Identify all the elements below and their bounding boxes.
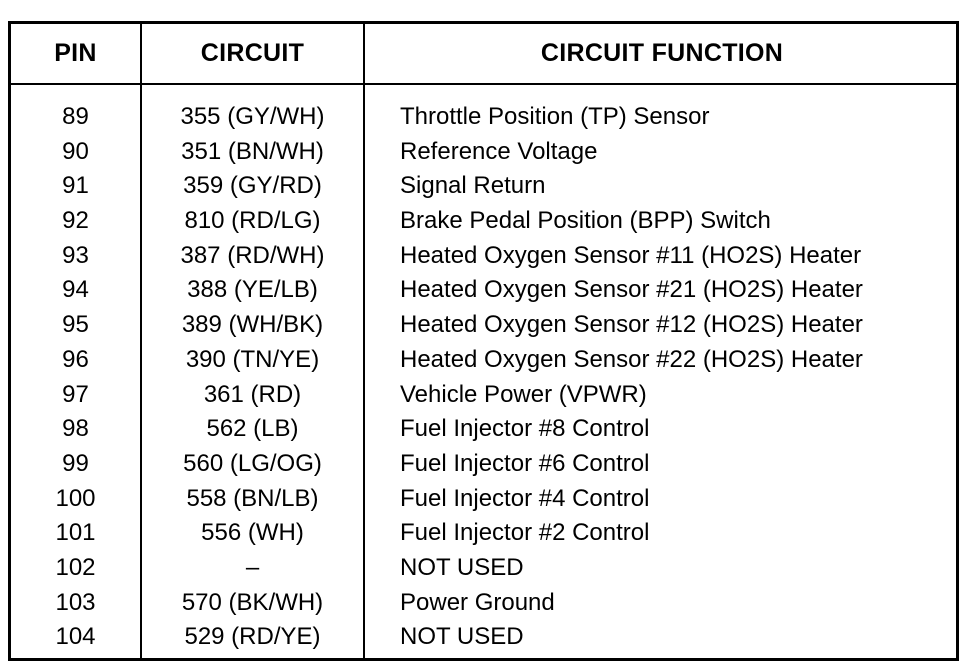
function-cell: Heated Oxygen Sensor #11 (HO2S) Heater <box>400 241 862 269</box>
function-cell: Power Ground <box>400 588 555 616</box>
table-row <box>11 135 956 170</box>
function-cell: NOT USED <box>400 623 524 651</box>
header-divider <box>11 83 956 85</box>
circuit-cell: 570 (BK/WH) <box>181 588 324 616</box>
circuit-cell: 351 (BN/WH) <box>181 137 324 165</box>
table-row <box>11 412 956 447</box>
pin-cell: 96 <box>62 345 89 373</box>
header-pin: PIN <box>54 39 97 67</box>
header-circuit: CIRCUIT <box>200 39 305 67</box>
circuit-cell: 390 (TN/YE) <box>185 345 320 373</box>
function-cell: Brake Pedal Position (BPP) Switch <box>400 207 771 235</box>
pin-cell: 92 <box>62 207 89 235</box>
circuit-cell: 558 (BN/LB) <box>186 484 319 512</box>
function-cell: Reference Voltage <box>400 137 598 165</box>
table-row <box>11 100 956 135</box>
function-cell: Heated Oxygen Sensor #22 (HO2S) Heater <box>400 345 863 373</box>
pin-cell: 91 <box>62 172 89 200</box>
circuit-cell: 562 (LB) <box>206 415 299 443</box>
pin-cell: 100 <box>55 484 96 512</box>
function-cell: Heated Oxygen Sensor #21 (HO2S) Heater <box>400 276 863 304</box>
circuit-cell: 560 (LG/OG) <box>183 449 322 477</box>
pin-cell: 103 <box>55 588 96 616</box>
pin-cell: 93 <box>62 241 89 269</box>
pin-circuit-table <box>8 21 959 661</box>
table-row <box>11 447 956 482</box>
pin-cell: 104 <box>55 623 96 651</box>
function-cell: Signal Return <box>400 172 546 200</box>
circuit-cell: 388 (YE/LB) <box>187 276 318 304</box>
table-row <box>11 308 956 343</box>
table-row <box>11 169 956 204</box>
circuit-cell: 810 (RD/LG) <box>184 207 321 235</box>
pin-cell: 99 <box>62 449 89 477</box>
pin-cell: 98 <box>62 415 89 443</box>
table-row <box>11 620 956 655</box>
pin-cell: 102 <box>55 553 96 581</box>
function-cell: NOT USED <box>400 553 524 581</box>
circuit-cell: 529 (RD/YE) <box>184 623 321 651</box>
pin-cell: 97 <box>62 380 89 408</box>
circuit-cell: – <box>245 553 260 581</box>
pin-cell: 90 <box>62 137 89 165</box>
table-row <box>11 516 956 551</box>
function-cell: Fuel Injector #2 Control <box>400 519 650 547</box>
function-cell: Fuel Injector #4 Control <box>400 484 650 512</box>
table-row <box>11 586 956 621</box>
circuit-cell: 361 (RD) <box>203 380 302 408</box>
circuit-cell: 355 (GY/WH) <box>180 103 325 130</box>
circuit-cell: 387 (RD/WH) <box>180 241 325 269</box>
circuit-cell: 389 (WH/BK) <box>181 311 324 339</box>
table-row <box>11 239 956 274</box>
table-row <box>11 343 956 378</box>
table-row <box>11 204 956 239</box>
pin-cell: 94 <box>62 276 89 304</box>
pin-cell: 95 <box>62 311 89 339</box>
table-body <box>11 100 956 655</box>
header-circuit-function: CIRCUIT FUNCTION <box>540 39 784 67</box>
pin-cell: 89 <box>62 103 89 130</box>
table-row <box>11 482 956 517</box>
table-row <box>11 551 956 586</box>
function-cell: Fuel Injector #8 Control <box>400 415 650 443</box>
pin-cell: 101 <box>55 519 96 547</box>
function-cell: Fuel Injector #6 Control <box>400 449 650 477</box>
function-cell: Throttle Position (TP) Sensor <box>400 103 710 130</box>
function-cell: Vehicle Power (VPWR) <box>400 380 647 408</box>
table-row <box>11 273 956 308</box>
circuit-cell: 556 (WH) <box>201 519 304 547</box>
table-row <box>11 378 956 413</box>
function-cell: Heated Oxygen Sensor #12 (HO2S) Heater <box>400 311 863 339</box>
circuit-cell: 359 (GY/RD) <box>183 172 322 200</box>
